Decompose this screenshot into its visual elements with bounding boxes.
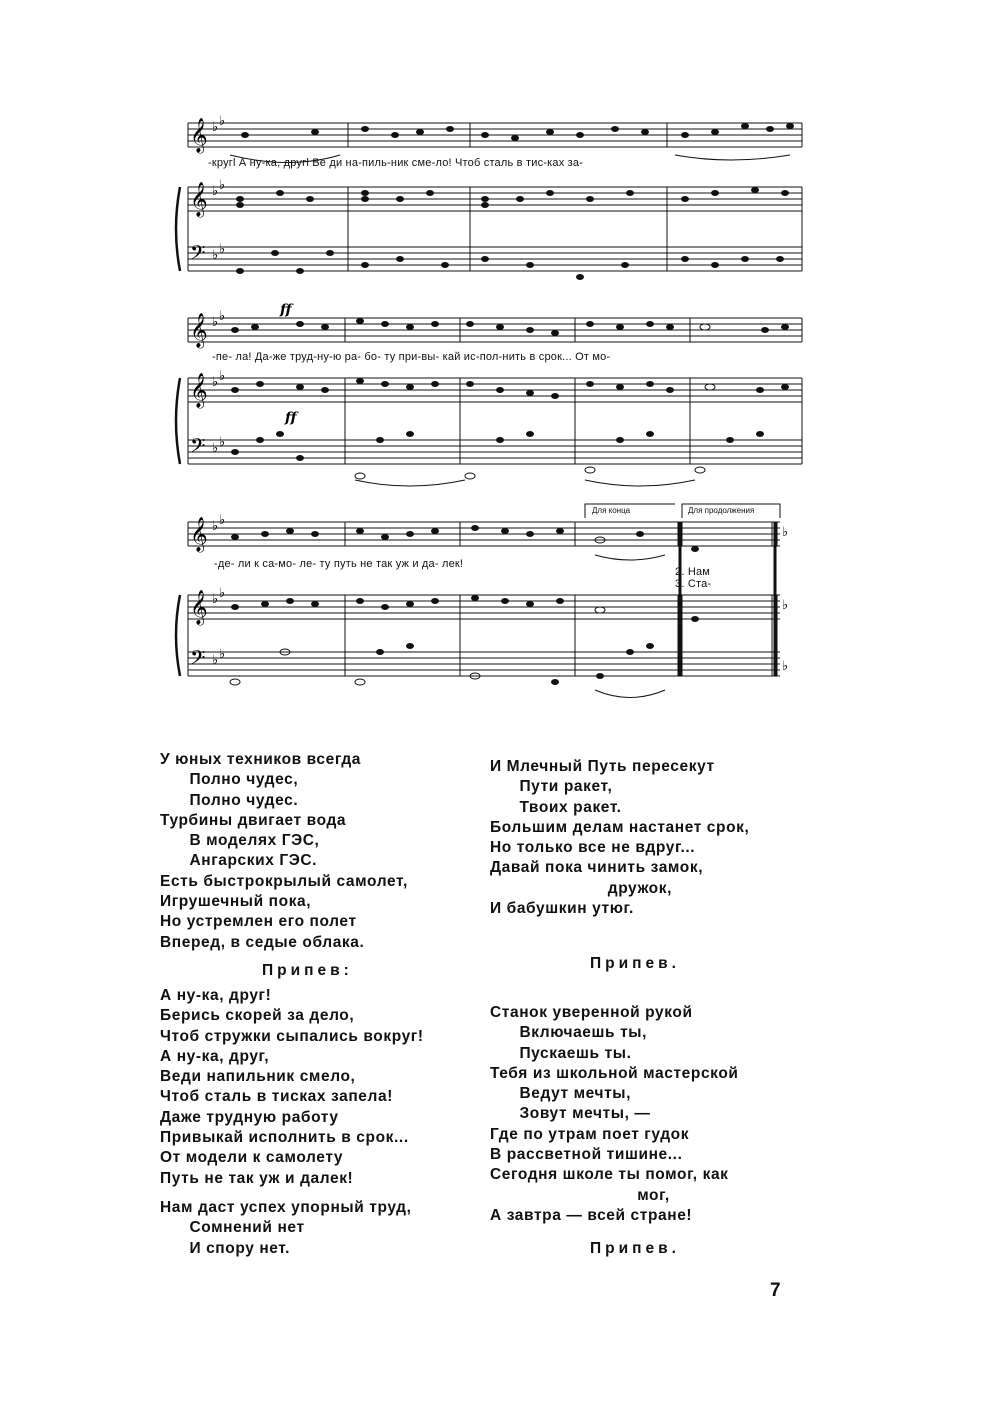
verse-2 [160, 1198, 412, 1259]
verse-line: Ведут мечты, [490, 1085, 632, 1103]
svg-text:𝄞: 𝄞 [190, 517, 208, 552]
verse-2-start: 2. Нам [675, 566, 711, 578]
verse-line: Полно чудес. [160, 791, 299, 809]
verse-line: Ангарских ГЭС. [160, 852, 318, 870]
svg-text:♭: ♭ [219, 586, 226, 601]
verse-line: Тебя из школьной мастерской [490, 1064, 739, 1082]
svg-text:♭: ♭ [219, 369, 226, 384]
staff-lines-system-1 [170, 95, 810, 300]
lyrics-line-1: -кругl А ну-ка, другl Ве ди на-пиль-ник сме-ло! Чтоб сталь в тис-ках за- [208, 157, 584, 169]
verse-line: Турбины двигает вода [160, 811, 347, 829]
staff-lines-system-3 [170, 500, 810, 725]
svg-text:𝄞: 𝄞 [190, 373, 208, 408]
svg-text:♭: ♭ [219, 513, 226, 528]
svg-text:♭: ♭ [212, 184, 219, 199]
refrain-heading: Припев. [590, 1240, 680, 1257]
refrain-line: Даже трудную работу [160, 1108, 339, 1126]
verse-line: Вперед, в седые облака. [160, 933, 365, 951]
svg-text:♭: ♭ [212, 315, 219, 330]
refrain-line: А ну-ка, друг! [160, 987, 272, 1004]
verse-2-continued [490, 757, 749, 919]
svg-text:𝄞: 𝄞 [190, 182, 208, 217]
verse-line: Сегодня школе ты помог, как [490, 1166, 729, 1184]
verse-line: дружок, [490, 879, 673, 897]
refrain-line: Путь не так уж и далек! [160, 1169, 354, 1187]
verse-line: Где по утрам поет гудок [490, 1125, 690, 1143]
verse-3 [490, 1003, 739, 1226]
svg-text:♭: ♭ [782, 659, 789, 674]
music-score [170, 95, 810, 725]
verse-line: Включаешь ты, [490, 1024, 647, 1042]
svg-text:♭: ♭ [212, 441, 219, 456]
svg-text:♭: ♭ [212, 519, 219, 534]
refrain-heading: Припев: [262, 962, 353, 979]
svg-text:♭: ♭ [212, 375, 219, 390]
verse-line: И Млечный Путь пересекут [490, 758, 715, 775]
verse-line: А завтра — всей стране! [490, 1206, 693, 1224]
verse-line: В моделях ГЭС, [160, 832, 320, 850]
verse-line: Пускаешь ты. [490, 1044, 632, 1062]
score-system-2 [170, 300, 810, 500]
svg-text:♭: ♭ [219, 114, 226, 129]
dynamic-ff-vocal: ff [280, 302, 292, 318]
refrain-line: Чтоб сталь в тисках запела! [160, 1088, 393, 1106]
svg-text:𝄞: 𝄞 [190, 590, 208, 625]
ending-2-label: Для продолжения [688, 506, 755, 515]
ending-1-label: Для конца [592, 506, 631, 515]
svg-text:♭: ♭ [782, 598, 789, 613]
verse-line: Пути ракет, [490, 778, 613, 796]
svg-text:♭: ♭ [219, 309, 226, 324]
refrain-line: А ну-ка, друг, [160, 1047, 270, 1065]
verse-line: Станок уверенной рукой [490, 1004, 693, 1021]
lyrics-line-2: -пе- ла! Да-же труд-ну-ю ра- бо- ту при-вы- кай ис-пол-нить в срок... От мо- [212, 351, 611, 363]
refrain-heading: Припев. [590, 955, 680, 972]
verse-line: Но устремлен его полет [160, 913, 357, 931]
svg-text:♭: ♭ [212, 592, 219, 607]
svg-text:𝄢: 𝄢 [190, 646, 206, 674]
refrain-line: Берись скорей за дело, [160, 1007, 355, 1025]
verse-line: Нам даст успех упорный труд, [160, 1199, 412, 1216]
svg-text:𝄞: 𝄞 [190, 313, 208, 348]
verse-line: Но только все не вдруг... [490, 839, 696, 857]
verse-line: В рассветной тишине... [490, 1146, 683, 1164]
refrain-line: От модели к самолету [160, 1149, 344, 1167]
verse-line: Есть быстрокрылый самолет, [160, 872, 408, 890]
verse-line: Игрушечный пока, [160, 893, 312, 911]
verse-line: И бабушкин утюг. [490, 900, 634, 918]
dynamic-ff-piano: ff [285, 410, 297, 426]
verse-line: У юных техников всегда [160, 751, 361, 768]
svg-text:♭: ♭ [782, 525, 789, 540]
refrain-line: Привыкай исполнить в срок... [160, 1129, 409, 1147]
svg-text:♭: ♭ [212, 248, 219, 263]
verse-line: Давай пока чинить замок, [490, 859, 704, 877]
svg-text:♭: ♭ [219, 647, 226, 662]
verse-line: И спору нет. [160, 1239, 291, 1257]
verse-line: мог, [490, 1186, 670, 1204]
score-system-1 [170, 95, 810, 300]
page-number: 7 [770, 1280, 781, 1301]
verse-line: Твоих ракет. [490, 798, 622, 816]
svg-text:♭: ♭ [212, 120, 219, 135]
verse-1 [160, 750, 408, 953]
score-system-3 [170, 500, 810, 725]
svg-text:𝄞: 𝄞 [190, 118, 208, 153]
refrain-line: Чтоб стружки сыпались вокруг! [160, 1027, 424, 1045]
staff-lines-system-2 [170, 300, 810, 500]
svg-text:𝄢: 𝄢 [190, 434, 206, 462]
verse-line: Зовут мечты, — [490, 1105, 651, 1123]
verse-line: Сомнений нет [160, 1219, 305, 1237]
verse-3-start: 3. Ста- [675, 578, 712, 590]
verse-line: Большим делам настанет срок, [490, 818, 750, 836]
verse-line: Полно чудес, [160, 771, 299, 789]
svg-text:♭: ♭ [219, 178, 226, 193]
lyrics-line-3: -де- ли к са-мо- ле- ту путь не так уж и да- лек! [214, 558, 464, 570]
refrain-line: Веди напильник смело, [160, 1068, 356, 1086]
svg-text:𝄢: 𝄢 [190, 241, 206, 269]
svg-text:♭: ♭ [212, 653, 219, 668]
refrain [160, 986, 424, 1189]
svg-text:♭: ♭ [219, 435, 226, 450]
svg-text:♭: ♭ [219, 242, 226, 257]
